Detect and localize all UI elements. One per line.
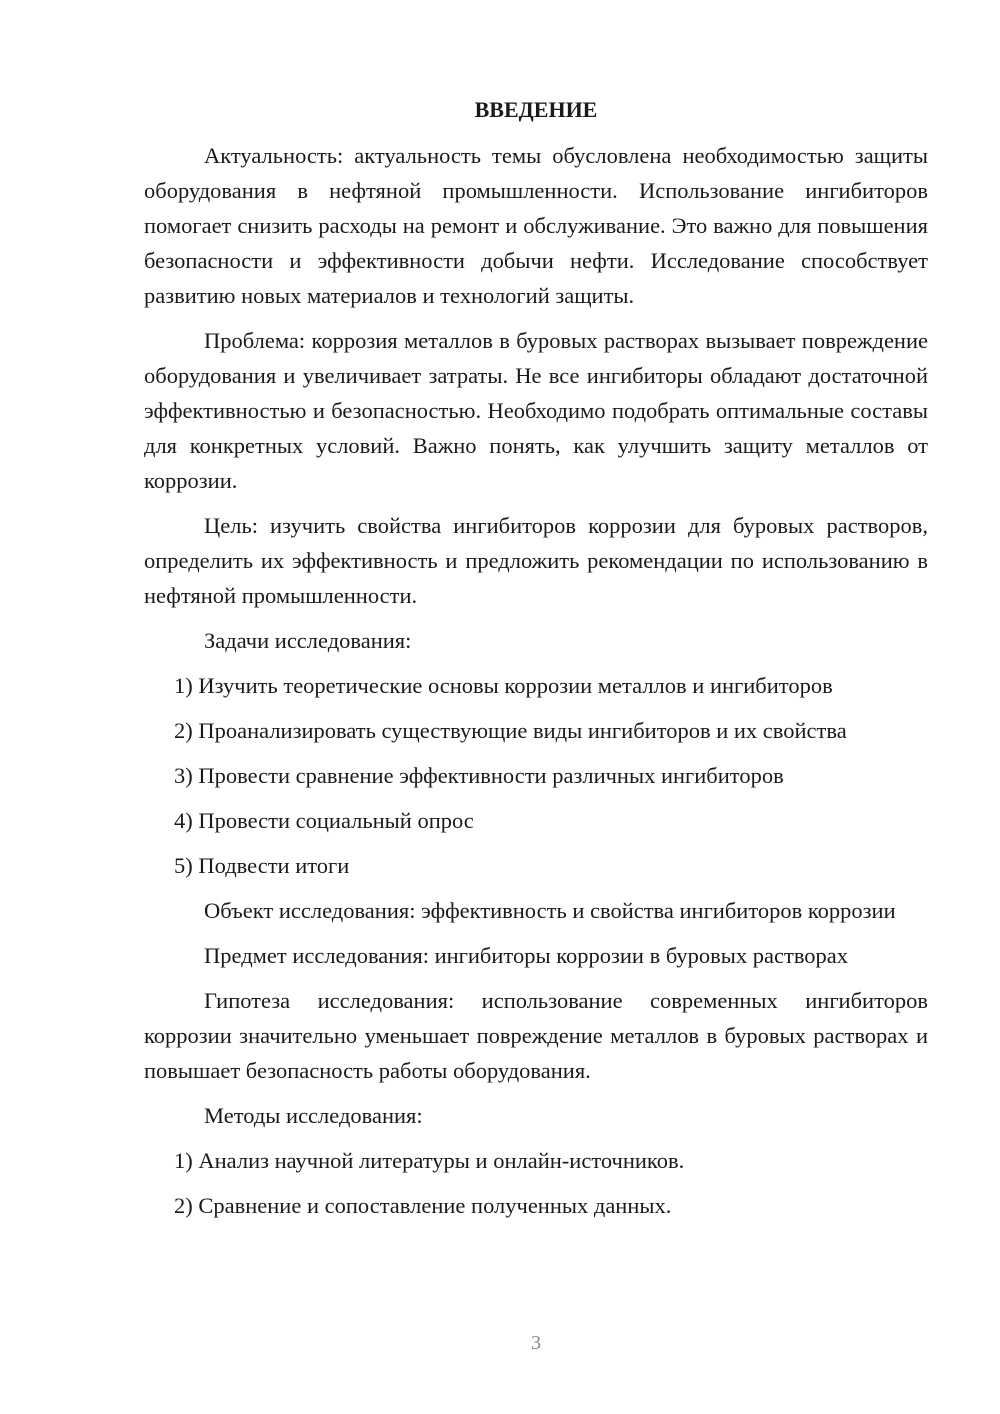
paragraph-hypothesis: Гипотеза исследования: использование современных ингибиторов коррозии значительно уменьшает повреждение металлов в буровых растворах и повышает безопасность работы оборудования. <box>144 988 928 1083</box>
tasks-list <box>144 668 928 883</box>
paragraph-problem: Проблема: коррозия металлов в буровых растворах вызывает повреждение оборудования и увеличивает затраты. Не все ингибиторы обладают достаточной эффективностью и безопасностью. Необходимо подобрать оптимальные составы для конкретных условий. Важно понять, как улучшить защиту металлов от коррозии. <box>144 328 928 493</box>
paragraph-goal: Цель: изучить свойства ингибиторов коррозии для буровых растворов, определить их эффективность и предложить рекомендации по использованию в нефтяной промышленности. <box>144 513 928 608</box>
paragraph-subject: Предмет исследования: ингибиторы коррозии в буровых растворах <box>204 943 849 968</box>
methods-list <box>144 1143 928 1223</box>
paragraph-object: Объект исследования: эффективность и свойства ингибиторов коррозии <box>204 898 896 923</box>
tasks-heading: Задачи исследования: <box>204 628 412 653</box>
page-content <box>144 94 928 1233</box>
list-item: 2) Проанализировать существующие виды ингибиторов и их свойства <box>174 718 847 743</box>
list-item: 1) Анализ научной литературы и онлайн-источников. <box>174 1148 685 1173</box>
page-number: 3 <box>531 1332 541 1354</box>
list-item: 1) Изучить теоретические основы коррозии металлов и ингибиторов <box>174 673 833 698</box>
list-item: 3) Провести сравнение эффективности различных ингибиторов <box>174 763 784 788</box>
list-item: 4) Провести социальный опрос <box>174 808 474 833</box>
paragraph-relevance: Актуальность: актуальность темы обусловлена необходимостью защиты оборудования в нефтяной промышленности. Использование ингибиторов помогает снизить расходы на ремонт и обслуживание. Это важно для повышения безопасности и эффективности добычи нефти. Исследование способствует развитию новых материалов и технологий защиты. <box>144 143 928 308</box>
list-item: 2) Сравнение и сопоставление полученных данных. <box>174 1193 672 1218</box>
methods-heading: Методы исследования: <box>204 1103 423 1128</box>
list-item: 5) Подвести итоги <box>174 853 350 878</box>
page-title: ВВЕДЕНИЕ <box>474 97 598 122</box>
